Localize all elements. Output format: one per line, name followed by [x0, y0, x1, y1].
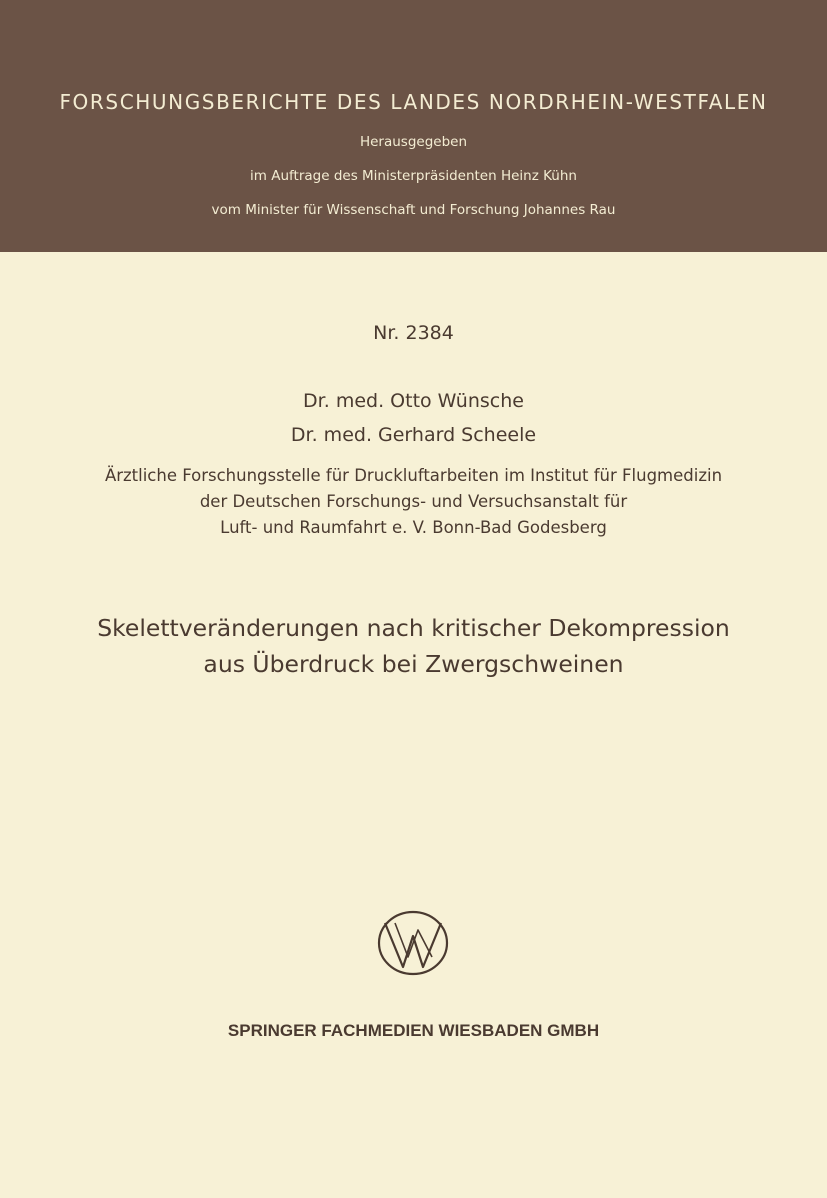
- institution-line-1: Ärztliche Forschungsstelle für Druckluftarbeiten im Institut für Flugmedizin: [104, 466, 723, 485]
- editor-line: Herausgegeben: [359, 134, 468, 150]
- book-title-line-2: aus Überdruck bei Zwergschweinen: [203, 650, 624, 678]
- institution-line-3: Luft- und Raumfahrt e. V. Bonn-Bad Godesberg: [220, 518, 607, 537]
- report-number: Nr. 2384: [373, 322, 454, 344]
- series-title: FORSCHUNGSBERICHTE DES LANDES NORDRHEIN-WESTFALEN: [59, 90, 768, 114]
- author-1: Dr. med. Otto Wünsche: [303, 390, 524, 412]
- minister-line: vom Minister für Wissenschaft und Forschung Johannes Rau: [211, 202, 616, 218]
- book-title-line-1: Skelettveränderungen nach kritischer Dekompression: [97, 614, 730, 642]
- author-2: Dr. med. Gerhard Scheele: [290, 424, 537, 446]
- publisher-logo-icon: [376, 910, 450, 976]
- commission-line: im Auftrage des Ministerpräsidenten Heinz Kühn: [250, 168, 577, 184]
- publisher-name: SPRINGER FACHMEDIEN WIESBADEN GMBH: [227, 1021, 600, 1040]
- header-banner: [0, 0, 827, 252]
- institution-line-2: der Deutschen Forschungs- und Versuchsanstalt für: [199, 492, 628, 511]
